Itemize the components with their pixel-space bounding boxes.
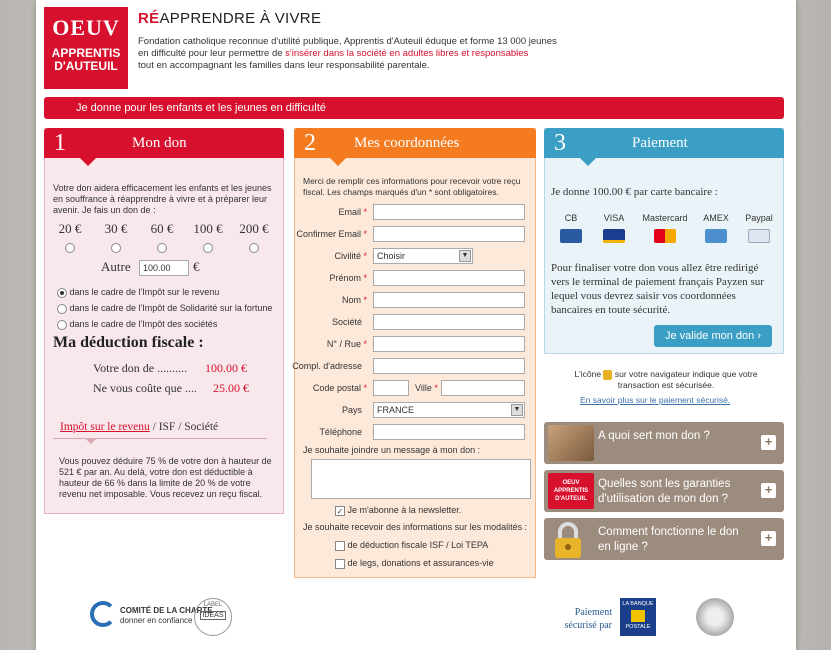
pays-select[interactable]: [373, 402, 525, 418]
payment-amount-line: Je donne 100.00 € par carte bancaire :: [551, 186, 718, 198]
logo-line2: D'AUTEUIL: [54, 59, 118, 73]
padlock-large-icon: [548, 521, 594, 557]
cp-field[interactable]: [373, 380, 409, 396]
tab-societe[interactable]: Société: [184, 421, 219, 433]
logo-mark: OEUV: [52, 15, 120, 40]
tax-explanation: Vous pouvez déduire 75 % de votre don à hauteur de 521 € par an. Au delà, votre don est déductible à hauteur de 66 % dans la limite de 20 % de votre revenu net imposable. Vous recevez un reçu fiscal.: [59, 456, 272, 499]
tax-option-soc[interactable]: [57, 319, 217, 330]
charte-line2: donner en confiance: [120, 616, 193, 625]
tel-field[interactable]: [373, 424, 525, 440]
secure-lock-badge-icon: [696, 598, 734, 636]
expand-plus-icon[interactable]: +: [761, 483, 776, 498]
compl-label: [291, 361, 367, 371]
pays-value: FRANCE: [377, 405, 415, 415]
amount-20[interactable]: [47, 221, 93, 253]
amount-label: 20 €: [58, 221, 82, 236]
card-label: Mastercard: [642, 213, 688, 223]
secure-payment-link[interactable]: En savoir plus sur le paiement sécurisé.: [580, 395, 731, 405]
page-container: [36, 0, 796, 650]
tax-tabs: [60, 421, 218, 433]
secure-text-a: L'icône: [574, 369, 602, 379]
confirm-email-field[interactable]: [373, 226, 525, 242]
card-types: [551, 213, 779, 245]
step2-number: 2: [304, 130, 316, 156]
cp-label-text: Code postal: [312, 383, 361, 393]
rue-label: [291, 339, 367, 349]
banque-postale-logo: [620, 598, 656, 636]
paypal-card-icon[interactable]: [748, 229, 770, 243]
logo-line1: APPRENTIS: [51, 46, 121, 60]
ville-label: [415, 383, 438, 393]
banque-line2: POSTALE: [625, 624, 651, 630]
faq-logo-mark: OEUV: [562, 480, 580, 486]
societe-label: [291, 317, 367, 327]
cost-label: Ne vous coûte que ....: [93, 381, 197, 395]
don-value: 100.00 €: [205, 361, 247, 375]
apprentis-logo-icon: [548, 473, 594, 509]
req-mark: *: [363, 251, 367, 261]
logo[interactable]: [44, 7, 128, 89]
pay-line1: Paiement: [574, 607, 612, 618]
tel-label-text: Téléphone: [319, 427, 362, 437]
card-paypal[interactable]: [739, 213, 779, 245]
req-mark: *: [363, 207, 367, 217]
email-label: [291, 207, 367, 217]
child-photo: [548, 425, 594, 461]
step3-notch: [580, 158, 596, 166]
step2-title: Mes coordonnées: [354, 135, 460, 151]
tax-option-label: dans le cadre de l'Impôt de Solidarité sur la fortune: [69, 303, 273, 313]
payzen-redirect-text: Pour finaliser votre don vous allez être redirigé vers le terminal de paiement français Payzen sur lequel vous devrez saisir vos coordonnées bancaires en toute sécurité.: [551, 262, 764, 316]
secure-info: [556, 369, 776, 391]
step2-intro: Merci de remplir ces informations pour recevoir votre reçu fiscal. Les champs marqués d'un * sont obligatoires.: [303, 176, 521, 197]
padlock-icon: [603, 370, 612, 380]
other-amount-currency: €: [193, 259, 200, 274]
rue-field[interactable]: [373, 336, 525, 352]
tax-option-ir[interactable]: [57, 287, 219, 298]
step2-header: [294, 128, 536, 158]
expand-plus-icon[interactable]: +: [761, 531, 776, 546]
ideas-label-badge: [194, 598, 232, 636]
pay-line2: sécurisé par: [564, 620, 612, 631]
chevron-down-icon[interactable]: ▼: [459, 250, 471, 262]
expand-plus-icon[interactable]: +: [761, 435, 776, 450]
societe-label-text: Société: [331, 317, 362, 327]
amount-100[interactable]: [185, 221, 231, 253]
other-amount-label: Autre: [101, 259, 131, 274]
req-mark: *: [363, 295, 367, 305]
page-title: [138, 10, 321, 27]
message-textarea[interactable]: [311, 459, 531, 499]
amount-label: 30 €: [104, 221, 128, 236]
card-label: AMEX: [703, 213, 729, 223]
req-mark: *: [363, 273, 367, 283]
nom-label-text: Nom: [341, 295, 361, 305]
amount-options: [47, 221, 277, 253]
card-label: CB: [564, 213, 578, 223]
faq-item-online[interactable]: [544, 518, 784, 560]
charte-line1: COMITÉ DE LA CHARTE: [120, 606, 213, 615]
newsletter-label: Je m'abonne à la newsletter.: [347, 505, 462, 515]
step1-intro: Votre don aidera efficacement les enfants et les jeunes en souffrance à réapprendre à vivre et à préparer leur avenir. Je fais un don de :: [53, 183, 272, 215]
step1-title: Mon don: [132, 135, 187, 151]
intro-red: s'insérer dans la société en adultes libres et responsables: [285, 48, 529, 59]
opt-isf-label: de déduction fiscale ISF / Loi TEPA: [347, 540, 489, 550]
faq-item-usage[interactable]: [544, 422, 784, 464]
compl-label-text: Compl. d'adresse: [292, 361, 362, 371]
faq-question: A quoi sert mon don ?: [598, 430, 710, 442]
amount-radio[interactable]: [65, 243, 75, 253]
newsletter-option[interactable]: [335, 505, 461, 516]
donation-banner: Je donne pour les enfants et les jeunes en difficulté: [44, 97, 784, 119]
tax-option-isf[interactable]: [57, 303, 272, 314]
intro-text: [138, 36, 558, 72]
opt-legs-label: de legs, donations et assurances-vie: [347, 558, 494, 568]
card-visa[interactable]: [594, 213, 634, 245]
validate-button-label: Je valide mon don: [664, 330, 755, 342]
ideas-ring: LABEL: [203, 602, 223, 608]
step1-panel: [44, 128, 284, 514]
req-mark: *: [434, 383, 438, 393]
amount-radio[interactable]: [249, 243, 259, 253]
prenom-label: [291, 273, 367, 283]
visa-card-icon[interactable]: [603, 229, 625, 243]
card-label: VISA: [603, 213, 625, 223]
amount-30[interactable]: [93, 221, 139, 253]
tab-impot-revenu[interactable]: Impôt sur le revenu: [60, 421, 150, 433]
step3-panel: [544, 128, 784, 354]
amount-radio[interactable]: [111, 243, 121, 253]
rue-label-text: N° / Rue: [326, 339, 361, 349]
mastercard-icon[interactable]: [654, 229, 676, 243]
faq-logo-l1: APPRENTIS: [553, 488, 589, 494]
card-cb[interactable]: [551, 213, 591, 245]
isf-checkbox[interactable]: [335, 541, 345, 551]
step1-notch: [80, 158, 96, 166]
prenom-field[interactable]: [373, 270, 525, 286]
deduction-title: Ma déduction fiscale :: [53, 334, 204, 351]
step3-title: Paiement: [632, 135, 688, 151]
title-rest: APPRENDRE À VIVRE: [159, 10, 322, 27]
card-amex[interactable]: [696, 213, 736, 245]
banque-line1: LA BANQUE: [622, 601, 654, 607]
req-mark: *: [363, 229, 367, 239]
amount-60[interactable]: [139, 221, 185, 253]
validate-donation-button[interactable]: Je valide mon don ›: [654, 325, 772, 347]
pays-label: [291, 405, 367, 415]
tax-radio[interactable]: [57, 320, 67, 330]
civilite-label: [291, 251, 367, 261]
tax-radio[interactable]: [57, 304, 67, 314]
amount-radio[interactable]: [203, 243, 213, 253]
card-mastercard[interactable]: [637, 213, 693, 245]
step3-header: [544, 128, 784, 158]
amex-card-icon[interactable]: [705, 229, 727, 243]
faq-question: Quelles sont les garanties d'utilisation de mon don ?: [598, 478, 731, 505]
tax-option-label: dans le cadre de l'Impôt sur le revenu: [69, 287, 220, 297]
charte-logo-icon: [90, 601, 116, 627]
civilite-value: Choisir: [377, 251, 406, 261]
legs-checkbox[interactable]: [335, 559, 345, 569]
civilite-select[interactable]: [373, 248, 473, 264]
pays-label-text: Pays: [341, 405, 362, 415]
card-label: Paypal: [745, 213, 773, 223]
tabs-pointer: [85, 438, 97, 444]
newsletter-checkbox[interactable]: ✓: [336, 506, 344, 516]
step1-header: [44, 128, 284, 158]
tax-radio[interactable]: [57, 288, 67, 298]
compl-field[interactable]: [373, 358, 525, 374]
tab-isf[interactable]: ISF: [158, 421, 176, 433]
amount-label: 200 €: [239, 221, 269, 236]
chevron-down-icon[interactable]: ▼: [511, 404, 523, 416]
ideas-text: IDEAS: [200, 611, 226, 620]
step2-notch: [330, 158, 346, 166]
secure-text-b: sur votre navigateur indique que votre transaction est sécurisée.: [614, 369, 758, 390]
cb-card-icon[interactable]: [560, 229, 582, 243]
step2-panel: [294, 128, 536, 578]
amount-radio[interactable]: [157, 243, 167, 253]
opt-legs[interactable]: [335, 558, 494, 569]
step3-number: 3: [554, 130, 566, 156]
ville-field[interactable]: [441, 380, 525, 396]
nom-label: [291, 295, 367, 305]
amount-label: 100 €: [193, 221, 223, 236]
faq-logo-l2: D'AUTEUIL: [555, 496, 587, 502]
secure-payment-label: [552, 606, 612, 632]
email-label-text: Email: [338, 207, 361, 217]
req-mark: *: [363, 383, 367, 393]
ville-label-text: Ville: [415, 383, 432, 393]
faq-item-guarantees[interactable]: [544, 470, 784, 512]
message-label: Je souhaite joindre un message à mon don :: [303, 445, 481, 455]
tab-sep: /: [178, 421, 182, 433]
nom-field[interactable]: [373, 292, 525, 308]
cp-label: [291, 383, 367, 393]
prenom-label-text: Prénom: [329, 273, 361, 283]
tel-label: [291, 427, 367, 437]
amount-label: 60 €: [150, 221, 174, 236]
confirm-email-label-text: Confirmer Email: [296, 229, 361, 239]
banque-bird-icon: [631, 610, 645, 622]
cost-value: 25.00 €: [213, 381, 249, 395]
title-accent: RÉ: [138, 10, 160, 27]
modalites-label: Je souhaite recevoir des informations sur les modalités :: [303, 522, 528, 532]
faq-question: Comment fonctionne le don en ligne ?: [598, 526, 739, 553]
step1-number: 1: [54, 130, 66, 156]
email-field[interactable]: [373, 204, 525, 220]
intro-b: tout en accompagnant les familles dans leur responsabilité parentale.: [138, 60, 430, 71]
intro-a: Fondation catholique reconnue d'utilité publique, Apprentis d'Auteuil éduque et forme 13 000 jeunes en difficulté pour leur permettre de: [138, 36, 557, 59]
tax-option-label: dans le cadre de l'Impôt des sociétés: [69, 319, 218, 329]
opt-isf[interactable]: [335, 540, 488, 551]
amount-200[interactable]: [231, 221, 277, 253]
tab-sep: /: [152, 421, 156, 433]
confirm-email-label: [291, 229, 367, 239]
societe-field[interactable]: [373, 314, 525, 330]
don-label: Votre don de ..........: [93, 361, 188, 375]
civilite-label-text: Civilité: [334, 251, 361, 261]
other-amount-input[interactable]: 100.00: [139, 260, 189, 276]
req-mark: *: [363, 339, 367, 349]
